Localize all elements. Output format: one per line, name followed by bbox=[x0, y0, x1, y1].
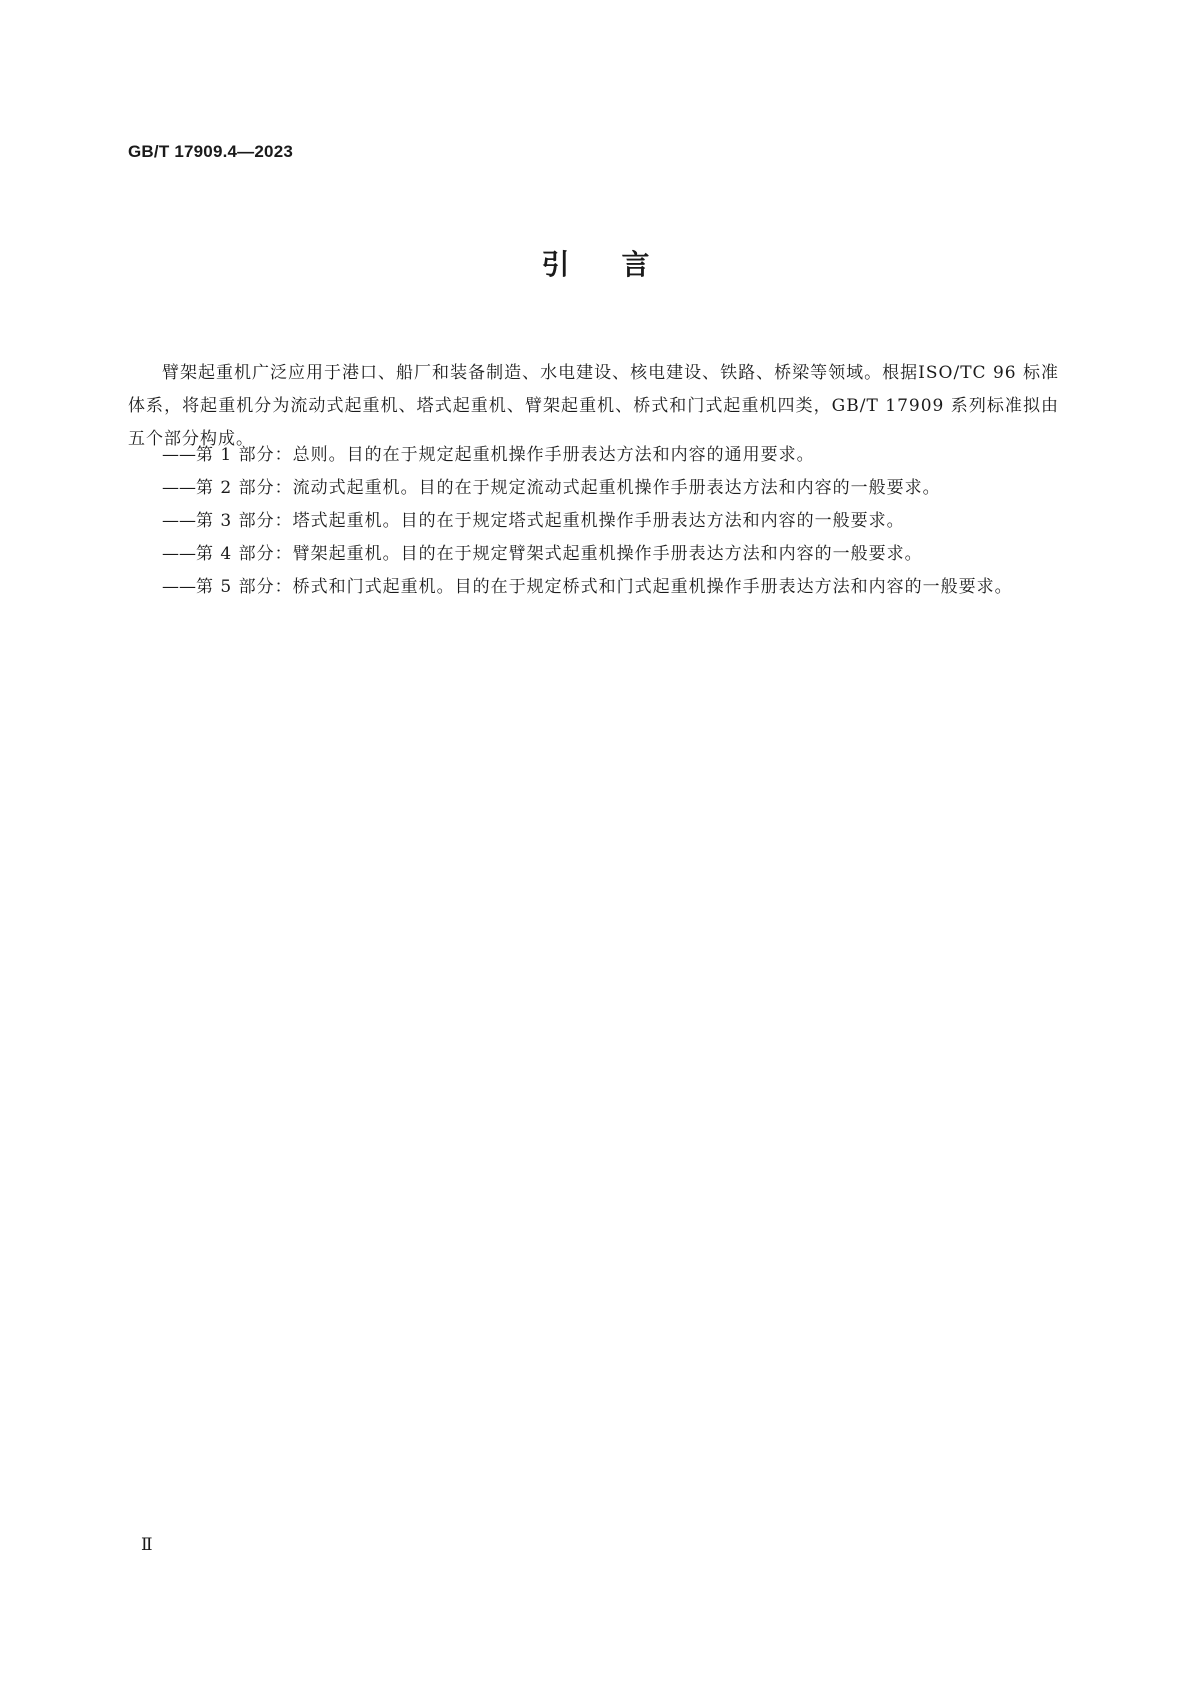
standard-code: GB/T 17909.4—2023 bbox=[128, 142, 293, 161]
part-item-1 bbox=[128, 439, 1059, 472]
dash-mark: —— bbox=[162, 445, 196, 465]
dash-mark: —— bbox=[162, 544, 196, 564]
part-text: 第 4 部分：臂架起重机。目的在于规定臂架式起重机操作手册表达方法和内容的一般要求。 bbox=[196, 544, 923, 564]
parts-list bbox=[128, 439, 1059, 604]
part-text: 第 5 部分：桥式和门式起重机。目的在于规定桥式和门式起重机操作手册表达方法和内容的一般要求。 bbox=[196, 577, 1013, 597]
part-text: 第 2 部分：流动式起重机。目的在于规定流动式起重机操作手册表达方法和内容的一般要求。 bbox=[196, 478, 941, 498]
page-title: 引言 bbox=[541, 248, 702, 281]
part-item-3 bbox=[128, 505, 1059, 538]
dash-mark: —— bbox=[162, 478, 196, 498]
dash-mark: —— bbox=[162, 577, 196, 597]
dash-mark: —— bbox=[162, 511, 196, 531]
part-item-4 bbox=[128, 538, 1059, 571]
part-text: 第 1 部分：总则。目的在于规定起重机操作手册表达方法和内容的通用要求。 bbox=[196, 445, 815, 465]
part-item-5 bbox=[128, 571, 1059, 604]
page-number: Ⅱ bbox=[141, 1535, 153, 1555]
part-item-2 bbox=[128, 472, 1059, 505]
intro-paragraph: 臂架起重机广泛应用于港口、船厂和装备制造、水电建设、核电建设、铁路、桥梁等领域。根据ISO/TC 96 标准体系，将起重机分为流动式起重机、塔式起重机、臂架起重机、桥式和门式起重机四类，GB/T 17909 系列标准拟由五个部分构成。 bbox=[128, 363, 1059, 449]
part-text: 第 3 部分：塔式起重机。目的在于规定塔式起重机操作手册表达方法和内容的一般要求。 bbox=[196, 511, 905, 531]
